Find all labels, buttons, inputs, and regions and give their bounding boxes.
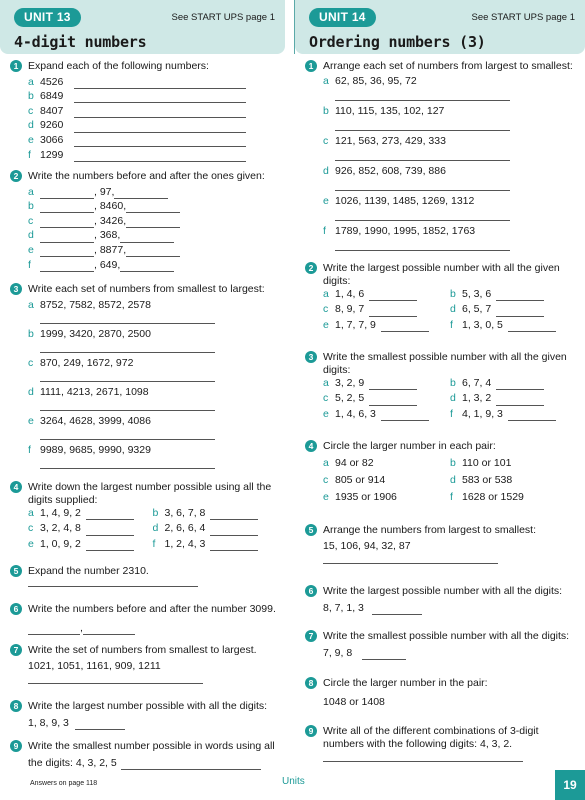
item-letter: f [152,537,156,550]
list-item [323,319,450,332]
item-value: 3264, 4628, 3999, 4086 [40,414,151,427]
page-number: 19 [555,770,585,800]
answer-line[interactable] [335,190,510,191]
list-item [153,522,278,535]
item-row [323,133,577,148]
item-letter: e [323,318,329,331]
item-value: 4526 [40,75,64,88]
item-value: 9260 [40,119,64,132]
question-text: Write the smallest possible number with all the given digits: [323,351,567,377]
answer-line[interactable] [508,322,556,332]
list-item [450,303,577,316]
question-text: Expand each of the following numbers: [28,60,209,72]
question-8 [307,677,577,709]
item-letter: a [28,75,34,88]
list-item [28,257,277,272]
item-letter: c [323,392,329,405]
question-2 [307,262,577,332]
question-3 [307,351,577,421]
item-value: 1, 4, 9, 2 [40,507,81,520]
item-letter: b [28,200,34,213]
item-value: 6, 5, 7 [462,303,492,316]
item-letter: d [450,474,456,487]
answer-line[interactable] [120,262,174,272]
question-subtext: 15, 106, 94, 32, 87 [323,540,411,553]
item-letter: d [323,164,329,177]
see-reference: See START UPS page 1 [471,12,575,23]
item-value: 1628 or 1529 [462,491,524,504]
list-item [28,147,277,162]
item-value: 1935 or 1906 [335,491,397,504]
question-text: Write all of the different combinations of 3-digit numbers with the following digits: 4, 3, 2. [323,725,539,751]
item-letter: d [450,303,456,316]
list-item [323,474,450,487]
item-letter: a [323,74,329,87]
question-7 [12,644,277,684]
question-number: 1 [10,60,22,72]
separator: , [80,621,83,634]
question-text: Write the numbers before and after the number 3099. [28,603,276,615]
item-value: 5, 2, 5 [335,392,365,405]
answer-line[interactable] [362,650,406,660]
item-letter: f [323,224,326,237]
item-value: 4, 1, 9, 3 [462,407,503,420]
item-letter: e [28,537,34,550]
answer-line[interactable] [126,203,180,213]
item-value: 62, 85, 36, 95, 72 [335,74,417,87]
item-value: 583 or 538 [462,474,513,487]
item-letter: f [450,318,453,331]
question-5 [12,565,277,587]
answer-line[interactable] [74,152,246,162]
item-letter: d [28,385,34,398]
question-number: 7 [10,644,22,656]
answer-line[interactable] [323,761,523,762]
list-item [153,538,278,551]
item-value: 1, 4, 6, 3 [335,407,376,420]
item-value: 1299 [40,148,64,161]
item-letter: f [450,491,453,504]
list-item [28,74,277,89]
item-value: , 368, [94,229,121,242]
list-item [28,213,277,228]
question-number: 4 [10,481,22,493]
item-value: , 97, [94,185,115,198]
item-letter: a [28,298,34,311]
answer-line[interactable] [40,262,94,272]
answer-line[interactable] [83,625,135,635]
list-item [450,474,577,487]
question-text: Expand the number 2310. [28,565,149,577]
item-letter: b [450,288,456,301]
question-text: Write the smallest possible number with all the digits: [323,630,570,642]
answer-line[interactable] [496,291,544,301]
answer-line[interactable] [40,323,215,324]
topic-label: Units [282,776,305,787]
question-subtext: 7, 9, 8 [323,646,353,659]
answer-line[interactable] [74,93,246,103]
answer-line[interactable] [508,411,556,421]
list-item [28,384,277,413]
answer-line[interactable] [121,760,261,770]
answer-line[interactable] [335,130,510,131]
question-text: Circle the larger number in each pair: [323,440,496,452]
answer-line[interactable] [210,510,258,520]
item-letter: a [323,288,329,301]
answer-line[interactable] [210,541,258,551]
answer-line[interactable] [323,563,498,564]
question-text: Arrange the numbers from largest to smallest: [323,524,537,536]
item-row [323,73,577,88]
item-row [323,163,577,178]
item-value: 8407 [40,104,64,117]
list-item [323,103,577,133]
answer-line[interactable] [40,203,94,213]
question-subtext: 1021, 1051, 1161, 909, 1211 [28,660,161,673]
item-letter: c [323,303,329,316]
question-number: 6 [10,603,22,615]
answer-line[interactable] [75,720,125,730]
answer-line[interactable] [126,218,180,228]
item-row [28,326,277,341]
item-letter: e [28,414,34,427]
answer-line[interactable] [74,79,246,89]
list-item [323,377,450,390]
question-2 [12,170,277,272]
list-item [28,133,277,148]
question-number: 4 [305,440,317,452]
item-value: , 8877, [94,243,127,256]
answer-line[interactable] [74,137,246,147]
question-number: 2 [305,262,317,274]
item-row [28,413,277,428]
question-6 [12,603,277,635]
item-letter: b [323,104,329,117]
item-value: 6849 [40,90,64,103]
question-1 [12,60,277,162]
question-number: 5 [10,565,22,577]
list-item [323,288,450,301]
item-value: 1, 4, 6 [335,288,365,301]
item-row [28,442,277,457]
item-letter: f [450,407,453,420]
item-value: 1, 2, 4, 3 [164,537,206,550]
list-item [450,491,577,504]
answer-line[interactable] [40,189,94,199]
question-text: Write the largest number possible with all the digits: [28,700,268,712]
list-item [28,522,153,535]
list-item [28,355,277,384]
item-value: , 649, [94,258,121,271]
item-row [323,223,577,238]
list-item [28,199,277,214]
question-text: Circle the larger number in the pair: [323,677,488,689]
list-item [28,103,277,118]
list-item [323,73,577,103]
item-value: 2, 6, 6, 4 [164,522,206,535]
answer-line[interactable] [40,218,94,228]
question-subtext: 8, 7, 1, 3 [323,601,364,614]
item-value: 1999, 3420, 2870, 2500 [40,327,151,340]
item-value: 3, 2, 4, 8 [40,522,81,535]
item-letter: e [323,407,329,420]
answer-line[interactable] [126,247,180,257]
question-number: 3 [10,283,22,295]
list-item [323,133,577,163]
question-1 [307,60,577,253]
answer-line[interactable] [114,189,168,199]
answer-line[interactable] [40,247,94,257]
item-letter: d [152,522,159,535]
list-item [450,457,577,470]
question-text: Arrange each set of numbers from largest to smallest: [323,60,573,72]
item-value: 6, 7, 4 [462,377,492,390]
question-subtext: 1, 8, 9, 3 [28,716,69,729]
item-letter: c [28,522,34,535]
answer-line[interactable] [369,380,417,390]
item-value: 1789, 1990, 1995, 1852, 1763 [335,224,476,237]
item-value: , 3426, [94,214,127,227]
item-letter: a [323,457,329,470]
question-subtext: the digits: 4, 3, 2, 5 [28,756,117,769]
unit-13-header [0,0,285,54]
list-item [323,303,450,316]
item-row [28,355,277,370]
item-letter: a [28,507,34,520]
item-value: 5, 3, 6 [462,288,492,301]
answer-line[interactable] [74,108,246,118]
list-item [450,377,577,390]
question-9 [307,725,577,762]
item-value: , 8460, [94,200,127,213]
list-item [323,163,577,193]
question-5 [307,524,577,564]
question-number: 8 [305,677,317,689]
item-value: 8752, 7582, 8572, 2578 [40,298,151,311]
item-value: 1, 3, 0, 5 [462,318,503,331]
unit-title: 4-digit numbers [14,33,147,51]
item-letter: d [28,229,34,242]
question-text: Write down the largest number possible using all the digits supplied: [28,481,272,507]
answer-line[interactable] [40,439,215,440]
item-letter: e [323,491,329,504]
list-item [450,392,577,405]
answer-line[interactable] [496,380,544,390]
list-item [28,413,277,442]
question-3 [12,283,277,471]
answer-line[interactable] [496,307,544,317]
question-number: 9 [10,740,22,752]
question-8 [12,700,277,730]
answer-line[interactable] [28,625,80,635]
list-item [323,223,577,253]
item-row [28,297,277,312]
item-letter: d [450,392,456,405]
answers-reference: Answers on page 118 [30,780,98,787]
list-item [153,507,278,520]
answer-line[interactable] [28,683,203,684]
page-footer [0,770,585,800]
item-letter: c [28,214,34,227]
list-item [450,408,577,421]
item-row [28,384,277,399]
question-number: 1 [305,60,317,72]
item-value: 9989, 9685, 9990, 9329 [40,443,151,456]
question-text: Write the largest possible number with all the given digits: [323,262,560,288]
item-value: 3, 6, 7, 8 [164,507,206,520]
item-value: 1, 7, 7, 9 [335,318,376,331]
unit-14-header [295,0,585,54]
answer-line[interactable] [86,526,134,536]
question-4 [307,440,577,505]
item-value: 3, 2, 9 [335,377,365,390]
answer-line[interactable] [86,541,134,551]
unit-14-column [294,0,585,751]
item-letter: c [28,356,34,369]
item-letter: f [28,148,31,161]
list-item [323,392,450,405]
question-number: 5 [305,524,317,536]
item-letter: f [28,443,31,456]
item-value: 805 or 914 [335,474,386,487]
answer-line[interactable] [210,526,258,536]
answer-line[interactable] [40,410,215,411]
item-letter: b [28,90,34,103]
item-letter: c [323,134,329,147]
list-item [323,193,577,223]
question-text: Write the largest possible number with all the digits: [323,585,563,597]
question-text: Write the set of numbers from smallest to largest. [28,644,257,656]
question-text: Write the numbers before and after the ones given: [28,170,265,182]
question-number: 7 [305,630,317,642]
item-letter: e [323,194,329,207]
item-value: 110, 115, 135, 102, 127 [335,104,445,117]
item-value: 3066 [40,133,64,146]
answer-line[interactable] [496,396,544,406]
item-value: 121, 563, 273, 429, 333 [335,134,446,147]
answer-line[interactable] [335,250,510,251]
question-subtext: 1048 or 1408 [323,696,385,709]
list-item [28,243,277,258]
question-text: Write each set of numbers from smallest to largest: [28,283,265,295]
list-item [28,326,277,355]
question-4 [12,481,277,551]
list-item [450,319,577,332]
answer-line[interactable] [335,160,510,161]
unit-title: Ordering numbers (3) [309,33,486,51]
item-row [323,103,577,118]
list-item [28,228,277,243]
item-letter: a [28,185,34,198]
list-item [28,89,277,104]
item-letter: a [323,377,329,390]
item-value: 1, 3, 2 [462,392,492,405]
list-item [28,297,277,326]
item-value: 1111, 4213, 2671, 1098 [40,385,149,398]
list-item [28,118,277,133]
answer-line[interactable] [369,307,417,317]
answer-line[interactable] [381,411,429,421]
question-7 [307,630,577,660]
item-value: 94 or 82 [335,457,374,470]
item-letter: c [323,474,329,487]
answer-line[interactable] [120,233,174,243]
item-letter: b [450,457,456,470]
question-6 [307,585,577,615]
answer-line[interactable] [74,123,246,133]
list-item [28,507,153,520]
answer-line[interactable] [369,396,417,406]
answer-line[interactable] [372,605,422,615]
question-number: 8 [10,700,22,712]
item-value: 1, 0, 9, 2 [40,537,81,550]
answer-line[interactable] [335,100,510,101]
item-letter: f [28,258,31,271]
answer-line[interactable] [40,468,215,469]
question-number: 9 [305,725,317,737]
see-reference: See START UPS page 1 [171,12,275,23]
item-value: 926, 852, 608, 739, 886 [335,164,446,177]
item-letter: b [450,377,456,390]
item-letter: e [28,133,34,146]
item-value: 110 or 101 [462,457,512,470]
question-number: 3 [305,351,317,363]
unit-badge: UNIT 14 [309,8,376,27]
answer-line[interactable] [369,291,417,301]
list-item [323,408,450,421]
list-item [323,491,450,504]
answer-line[interactable] [40,352,215,353]
answer-line[interactable] [40,381,215,382]
answer-line[interactable] [40,233,94,243]
item-letter: b [152,507,159,520]
answer-line[interactable] [335,220,510,221]
item-value: 8, 9, 7 [335,303,365,316]
answer-line[interactable] [86,510,134,520]
answer-line[interactable] [381,322,429,332]
unit-13-column [0,0,285,769]
item-letter: b [28,327,34,340]
answer-line[interactable] [28,586,198,587]
question-text: Write the smallest number possible in words using all [28,740,275,752]
item-letter: d [28,119,34,132]
item-letter: e [28,243,34,256]
list-item [28,184,277,199]
list-item [450,288,577,301]
list-item [28,442,277,471]
item-value: 870, 249, 1672, 972 [40,356,134,369]
unit-badge: UNIT 13 [14,8,81,27]
question-9 [12,740,277,770]
item-value: 1026, 1139, 1485, 1269, 1312 [335,194,475,207]
list-item [28,538,153,551]
item-letter: c [28,104,34,117]
list-item [323,457,450,470]
question-number: 6 [305,585,317,597]
question-number: 2 [10,170,22,182]
item-row [323,193,577,208]
